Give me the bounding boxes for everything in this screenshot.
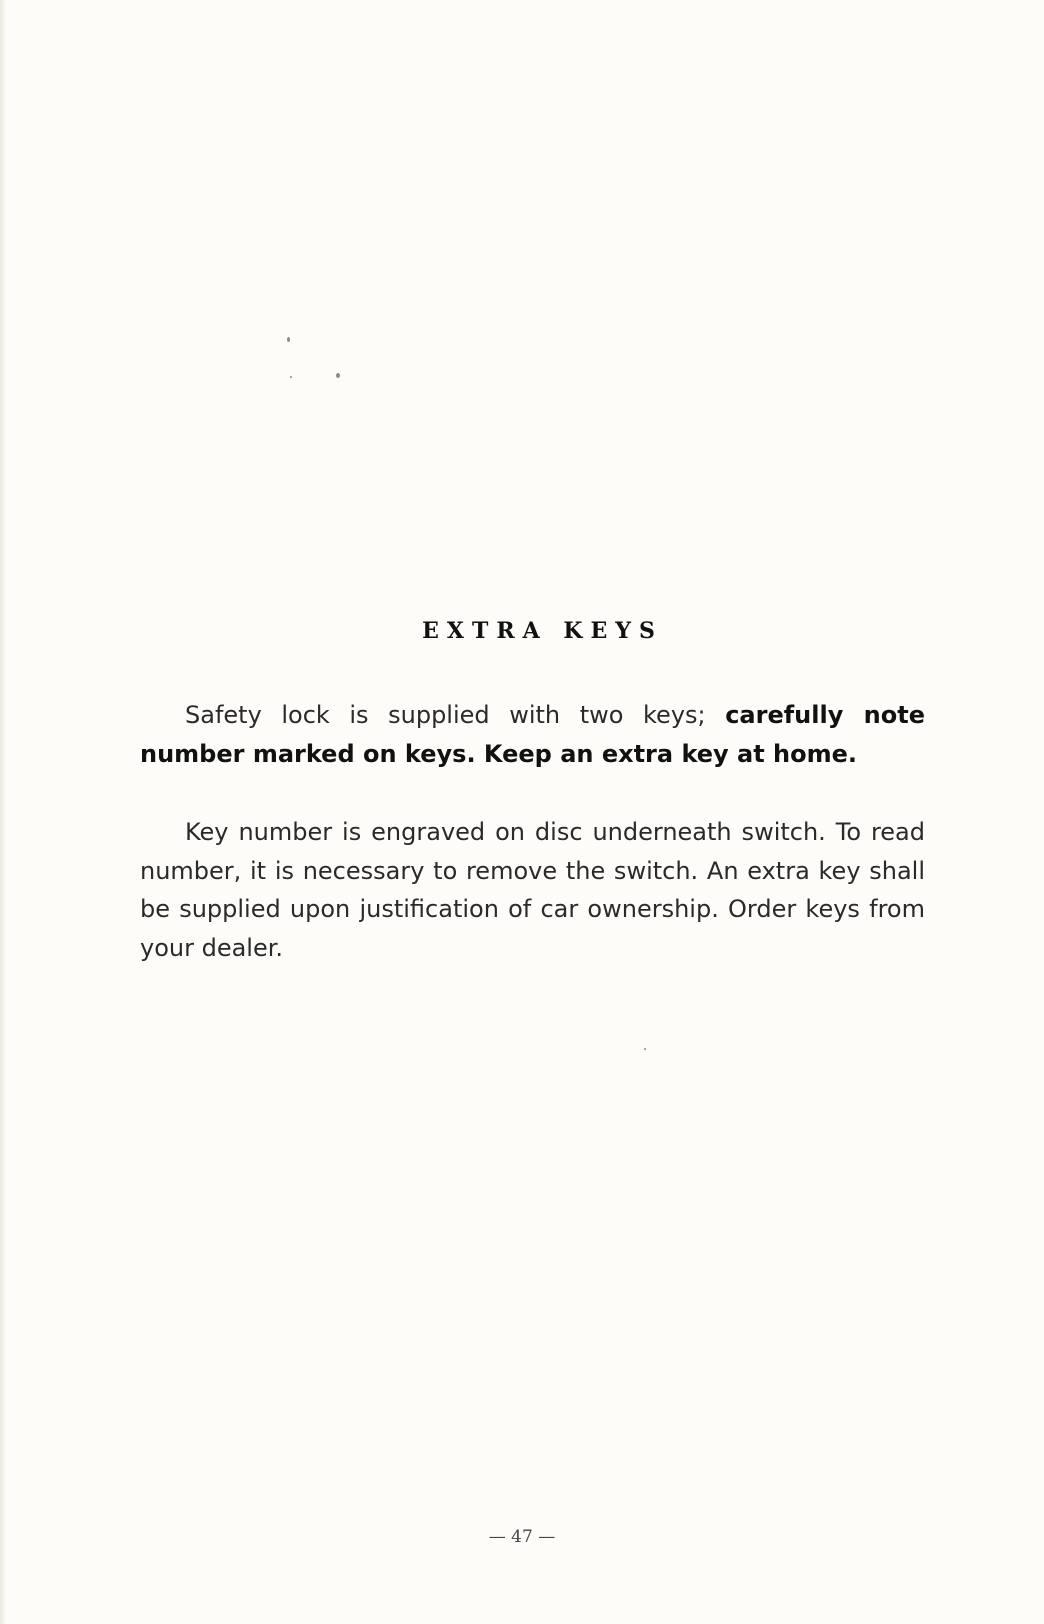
ink-speck <box>644 1048 646 1050</box>
paragraph-text: Safety lock is supplied with two keys; <box>185 701 726 729</box>
ink-speck <box>336 373 340 378</box>
paragraph-emphasis: carefully note number marked on keys. Keep an extra key at home. <box>140 701 925 768</box>
ink-speck <box>287 337 290 342</box>
page-edge <box>0 0 6 1624</box>
paragraph-key-number: Key number is engraved on disc underneath switch. To read number, it is necessary to remove the switch. An extra key shall be supplied upon justification of car ownership. Order keys from your dealer. <box>140 818 925 962</box>
paragraph-safety-lock <box>140 696 925 773</box>
ink-speck <box>290 376 292 378</box>
page-content <box>140 618 925 967</box>
section-heading: EXTRA KEYS <box>422 618 663 644</box>
page-number: — 47 — <box>488 1527 556 1547</box>
